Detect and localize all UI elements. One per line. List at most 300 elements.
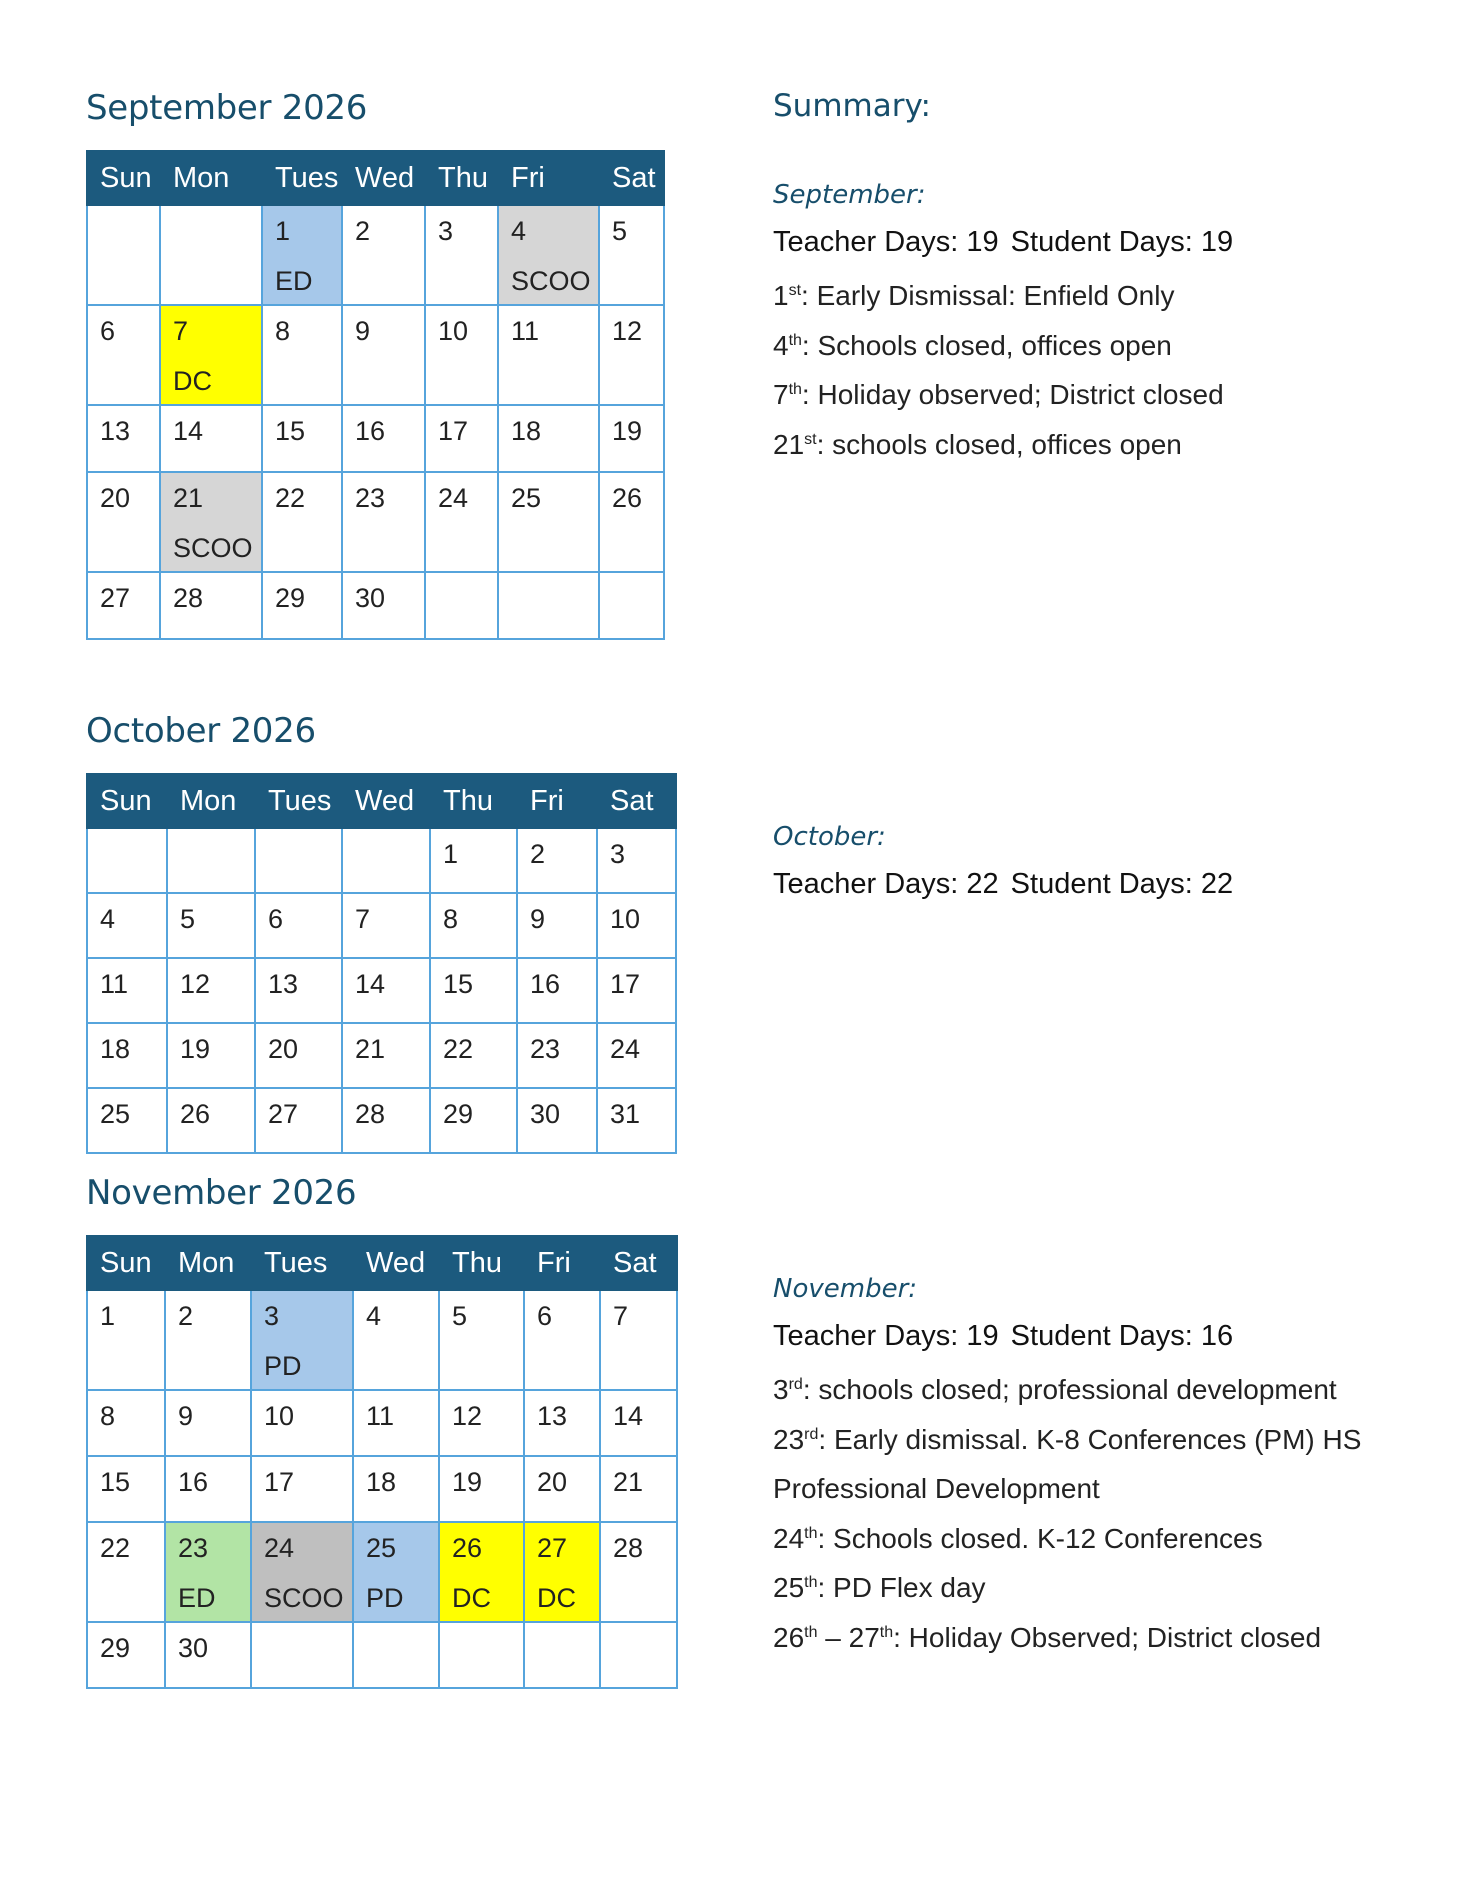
day-number: 20 [268, 1034, 299, 1064]
summary-note [773, 1563, 1453, 1613]
calendar-day-cell [262, 572, 342, 639]
day-number: 10 [610, 904, 641, 934]
teacher-days: Teacher Days: 19 [773, 226, 999, 258]
day-number: 4 [366, 1301, 382, 1331]
day-number: 23 [355, 483, 386, 513]
calendar-empty-cell [498, 572, 599, 639]
note-text: : Schools closed, offices open [801, 329, 1172, 361]
calendar-day-cell [262, 472, 342, 572]
note-date: 21 [773, 428, 805, 460]
weekday-header: Tues [251, 1236, 353, 1290]
summary-note [773, 420, 1453, 470]
calendar-november [86, 1235, 678, 1689]
calendar-day-cell [597, 893, 676, 958]
calendar-day-cell [599, 305, 664, 405]
note-text: : Schools closed. K-12 Conferences [817, 1522, 1263, 1554]
day-number: 10 [438, 316, 469, 346]
day-number: 27 [100, 583, 131, 613]
day-number: 6 [100, 316, 116, 346]
calendar-day-cell [439, 1522, 524, 1622]
day-number: 1 [443, 839, 459, 869]
calendar-day-cell [342, 472, 425, 572]
calendar-week-row [87, 1390, 677, 1456]
day-number: 18 [511, 416, 542, 446]
day-number: 8 [100, 1401, 116, 1431]
calendar-empty-cell [599, 572, 664, 639]
calendar-day-cell [87, 1456, 165, 1522]
day-number: 17 [438, 416, 469, 446]
summary-month-heading: October: [773, 822, 886, 852]
note-text: : Holiday Observed; District closed [893, 1621, 1322, 1653]
weekday-header: Tues [262, 151, 342, 205]
day-number: 8 [275, 316, 291, 346]
calendar-day-cell [255, 1088, 342, 1153]
month-title-september: September 2026 [86, 88, 368, 128]
weekday-header: Thu [439, 1236, 524, 1290]
calendar-day-cell [599, 472, 664, 572]
note-text: : schools closed; professional development [802, 1374, 1337, 1405]
day-number: 25 [366, 1533, 397, 1563]
day-code-label: PD [366, 1583, 404, 1613]
day-code-label: SCOO [511, 266, 591, 296]
weekday-header: Sun [87, 151, 160, 205]
calendar-day-cell [498, 472, 599, 572]
day-code-label: DC [452, 1583, 491, 1613]
summary-september [773, 180, 1453, 469]
calendar-day-cell [262, 305, 342, 405]
summary-note [773, 1464, 1453, 1514]
month-title-november: November 2026 [86, 1173, 357, 1213]
weekday-header: Wed [342, 774, 430, 828]
calendar-empty-cell [87, 205, 160, 305]
day-number: 16 [530, 969, 561, 999]
day-number: 16 [178, 1467, 209, 1497]
note-date-suffix: th [879, 1623, 894, 1641]
calendar-day-cell [597, 828, 676, 893]
calendar-day-cell [165, 1622, 251, 1688]
weekday-header: Thu [425, 151, 498, 205]
day-code-label: DC [173, 366, 212, 396]
weekday-header: Sat [599, 151, 664, 205]
day-number: 8 [443, 904, 459, 934]
day-number: 3 [264, 1301, 280, 1331]
note-date: 24 [773, 1522, 805, 1554]
note-text: – 27 [817, 1621, 880, 1653]
calendar-day-cell [87, 1088, 167, 1153]
calendar-empty-cell [251, 1622, 353, 1688]
calendar-empty-cell [600, 1622, 677, 1688]
summary-note [773, 1415, 1453, 1465]
calendar-day-cell [342, 405, 425, 472]
calendar-week-row [87, 893, 676, 958]
summary-note [773, 370, 1453, 420]
day-number: 5 [452, 1301, 468, 1331]
calendar-day-cell [342, 958, 430, 1023]
calendar-day-cell [342, 1023, 430, 1088]
day-number: 14 [613, 1401, 644, 1431]
calendar-day-cell [425, 305, 498, 405]
day-number: 17 [610, 969, 641, 999]
day-number: 12 [452, 1401, 483, 1431]
weekday-header: Sun [87, 1236, 165, 1290]
day-number: 13 [537, 1401, 568, 1431]
calendar-day-cell [342, 893, 430, 958]
calendar-empty-cell [342, 828, 430, 893]
weekday-header: Mon [167, 774, 255, 828]
calendar-day-cell [353, 1390, 439, 1456]
calendar-day-cell [599, 405, 664, 472]
calendar-day-cell [600, 1390, 677, 1456]
calendar-empty-cell [439, 1622, 524, 1688]
note-date: 23 [773, 1423, 805, 1455]
calendar-day-cell [425, 205, 498, 305]
day-number: 7 [613, 1301, 629, 1331]
calendar-day-cell [165, 1522, 251, 1622]
calendar-day-cell [87, 1023, 167, 1088]
calendar-day-cell [87, 472, 160, 572]
calendar-day-cell [342, 305, 425, 405]
day-number: 9 [178, 1401, 194, 1431]
weekday-header: Sat [600, 1236, 677, 1290]
day-number: 26 [452, 1533, 483, 1563]
calendar-day-cell [439, 1390, 524, 1456]
calendar-day-cell [600, 1522, 677, 1622]
day-code-label: ED [275, 266, 313, 296]
note-date-suffix: th [804, 1524, 818, 1542]
calendar-day-cell [165, 1456, 251, 1522]
calendar-empty-cell [425, 572, 498, 639]
calendar-day-cell [517, 828, 597, 893]
day-number: 2 [178, 1301, 194, 1331]
day-code-label: PD [264, 1351, 302, 1381]
calendar-day-cell [524, 1390, 600, 1456]
weekday-header: Sat [597, 774, 676, 828]
day-number: 19 [180, 1034, 211, 1064]
calendar-day-cell [87, 1522, 165, 1622]
note-text: : Early dismissal. K-8 Conferences (PM) HS [818, 1423, 1362, 1455]
day-number: 24 [438, 483, 469, 513]
calendar-day-cell [430, 1088, 517, 1153]
day-number: 27 [268, 1099, 299, 1129]
day-number: 16 [355, 416, 386, 446]
calendar-day-cell [597, 1088, 676, 1153]
note-date-suffix: st [788, 282, 802, 299]
calendar-september [86, 150, 665, 640]
calendar-day-cell [167, 1023, 255, 1088]
day-number: 11 [100, 969, 129, 999]
calendar-empty-cell [524, 1622, 600, 1688]
summary-note [773, 321, 1453, 371]
calendar-day-cell [600, 1456, 677, 1522]
day-code-label: DC [537, 1583, 576, 1613]
weekday-header: Wed [353, 1236, 439, 1290]
calendar-day-cell [160, 405, 262, 472]
calendar-day-cell [517, 958, 597, 1023]
day-number: 26 [612, 483, 643, 513]
note-text: : Early Dismissal: Enfield Only [801, 280, 1175, 311]
day-number: 5 [612, 216, 628, 246]
note-text: : Holiday observed; District closed [801, 379, 1224, 410]
day-number: 15 [100, 1467, 131, 1497]
weekday-header: Thu [430, 774, 517, 828]
calendar-week-row [87, 205, 664, 305]
calendar-day-cell [262, 205, 342, 305]
calendar-day-cell [342, 1088, 430, 1153]
calendar-day-cell [430, 1023, 517, 1088]
calendar-day-cell [524, 1522, 600, 1622]
calendar-day-cell [87, 1290, 165, 1390]
note-date: 7 [773, 379, 789, 410]
day-number: 2 [355, 216, 371, 246]
day-number: 6 [537, 1301, 553, 1331]
note-date: 1 [773, 280, 789, 311]
calendar-day-cell [160, 472, 262, 572]
day-number: 10 [264, 1401, 295, 1431]
day-number: 4 [100, 904, 116, 934]
weekday-header: Tues [255, 774, 342, 828]
summary-day-counts [773, 226, 1453, 259]
summary-note [773, 1365, 1453, 1415]
day-number: 29 [100, 1633, 131, 1663]
calendar-day-cell [517, 1088, 597, 1153]
calendar-week-row [87, 958, 676, 1023]
day-number: 9 [355, 316, 371, 346]
day-number: 15 [443, 969, 474, 999]
calendar-week-row [87, 828, 676, 893]
day-number: 14 [355, 969, 386, 999]
calendar-day-cell [599, 205, 664, 305]
day-number: 24 [610, 1034, 641, 1064]
calendar-day-cell [251, 1456, 353, 1522]
day-number: 21 [173, 483, 204, 513]
day-number: 28 [173, 583, 204, 613]
day-number: 28 [613, 1533, 644, 1563]
day-number: 17 [264, 1467, 295, 1497]
calendar-day-cell [342, 205, 425, 305]
student-days: Student Days: 19 [1010, 226, 1234, 258]
day-number: 18 [366, 1467, 397, 1497]
calendar-day-cell [87, 1622, 165, 1688]
summary-title: Summary: [773, 88, 931, 124]
summary-note [773, 271, 1453, 321]
calendar-week-row [87, 1622, 677, 1688]
day-number: 9 [530, 904, 546, 934]
calendar-day-cell [498, 405, 599, 472]
note-date-suffix: st [804, 430, 817, 448]
day-number: 26 [180, 1099, 211, 1129]
note-date: 4 [773, 329, 789, 361]
day-number: 20 [100, 483, 131, 513]
calendar-day-cell [600, 1290, 677, 1390]
day-number: 22 [443, 1034, 474, 1064]
day-number: 11 [511, 316, 540, 346]
calendar-day-cell [425, 472, 498, 572]
note-date-suffix: rd [788, 1376, 803, 1393]
day-number: 30 [355, 583, 386, 613]
calendar-week-row [87, 1456, 677, 1522]
summary-october [773, 822, 1453, 913]
day-number: 3 [610, 839, 626, 869]
weekday-header: Mon [165, 1236, 251, 1290]
calendar-week-row [87, 1088, 676, 1153]
day-number: 27 [537, 1533, 568, 1563]
day-code-label: SCOO [173, 533, 253, 563]
summary-november [773, 1274, 1453, 1662]
day-number: 18 [100, 1034, 131, 1064]
day-number: 4 [511, 216, 527, 246]
calendar-empty-cell [167, 828, 255, 893]
summary-day-counts [773, 1320, 1453, 1353]
day-number: 12 [180, 969, 211, 999]
calendar-day-cell [430, 958, 517, 1023]
calendar-day-cell [251, 1522, 353, 1622]
day-number: 30 [530, 1099, 561, 1129]
calendar-day-cell [353, 1290, 439, 1390]
weekday-header: Sun [87, 774, 167, 828]
student-days: Student Days: 16 [1010, 1320, 1234, 1352]
day-number: 3 [438, 216, 454, 246]
teacher-days: Teacher Days: 22 [773, 868, 999, 900]
note-date-suffix: th [804, 1574, 818, 1591]
calendar-day-cell [167, 893, 255, 958]
calendar-day-cell [167, 1088, 255, 1153]
weekday-header: Fri [517, 774, 597, 828]
calendar-day-cell [517, 893, 597, 958]
note-text: : schools closed, offices open [816, 428, 1182, 460]
day-number: 5 [180, 904, 196, 934]
day-number: 25 [100, 1099, 131, 1129]
summary-month-heading: November: [773, 1274, 918, 1304]
note-date-suffix: rd [804, 1425, 819, 1443]
day-number: 22 [275, 483, 306, 513]
calendar-day-cell [597, 1023, 676, 1088]
day-number: 19 [452, 1467, 483, 1497]
calendar-day-cell [255, 958, 342, 1023]
day-number: 24 [264, 1533, 295, 1563]
calendar-day-cell [251, 1390, 353, 1456]
calendar-day-cell [353, 1456, 439, 1522]
calendar-october [86, 773, 677, 1154]
calendar-empty-cell [160, 205, 262, 305]
day-number: 25 [511, 483, 542, 513]
day-number: 13 [100, 416, 131, 446]
note-date: 3 [773, 1374, 789, 1405]
day-number: 15 [275, 416, 306, 446]
calendar-day-cell [524, 1290, 600, 1390]
calendar-day-cell [165, 1290, 251, 1390]
calendar-day-cell [262, 405, 342, 472]
day-number: 2 [530, 839, 546, 869]
day-number: 20 [537, 1467, 568, 1497]
day-number: 31 [610, 1099, 641, 1129]
day-number: 22 [100, 1533, 131, 1563]
calendar-day-cell [439, 1290, 524, 1390]
calendar-day-cell [167, 958, 255, 1023]
note-date-suffix: th [788, 331, 802, 349]
calendar-day-cell [517, 1023, 597, 1088]
note-date: 26 [773, 1621, 805, 1653]
day-number: 29 [275, 583, 306, 613]
day-number: 1 [275, 216, 291, 246]
note-text: Professional Development [773, 1473, 1100, 1504]
note-date-suffix: th [788, 381, 802, 398]
calendar-week-row [87, 305, 664, 405]
calendar-day-cell [165, 1390, 251, 1456]
calendar-day-cell [87, 893, 167, 958]
teacher-days: Teacher Days: 19 [773, 1320, 999, 1352]
weekday-header: Wed [342, 151, 425, 205]
day-number: 23 [530, 1034, 561, 1064]
note-date-suffix: th [804, 1623, 818, 1641]
weekday-header: Fri [498, 151, 599, 205]
calendar-day-cell [524, 1456, 600, 1522]
day-number: 14 [173, 416, 204, 446]
day-number: 1 [100, 1301, 116, 1331]
calendar-week-row [87, 1023, 676, 1088]
calendar-day-cell [498, 305, 599, 405]
day-number: 21 [613, 1467, 644, 1497]
calendar-week-row [87, 405, 664, 472]
day-number: 13 [268, 969, 299, 999]
day-number: 7 [355, 904, 371, 934]
note-date: 25 [773, 1572, 805, 1603]
calendar-day-cell [160, 305, 262, 405]
calendar-day-cell [597, 958, 676, 1023]
student-days: Student Days: 22 [1010, 868, 1234, 900]
calendar-day-cell [425, 405, 498, 472]
day-number: 11 [366, 1401, 395, 1431]
calendar-day-cell [342, 572, 425, 639]
calendar-day-cell [430, 828, 517, 893]
day-number: 28 [355, 1099, 386, 1129]
day-number: 21 [355, 1034, 386, 1064]
calendar-day-cell [87, 958, 167, 1023]
calendar-day-cell [87, 305, 160, 405]
calendar-week-row [87, 572, 664, 639]
calendar-week-row [87, 1522, 677, 1622]
day-number: 6 [268, 904, 284, 934]
calendar-day-cell [353, 1522, 439, 1622]
summary-month-heading: September: [773, 180, 926, 210]
calendar-day-cell [251, 1290, 353, 1390]
day-code-label: ED [178, 1583, 216, 1613]
calendar-day-cell [255, 893, 342, 958]
day-number: 29 [443, 1099, 474, 1129]
day-number: 23 [178, 1533, 209, 1563]
calendar-empty-cell [255, 828, 342, 893]
calendar-empty-cell [87, 828, 167, 893]
calendar-day-cell [430, 893, 517, 958]
weekday-header: Fri [524, 1236, 600, 1290]
day-number: 30 [178, 1633, 209, 1663]
calendar-day-cell [498, 205, 599, 305]
calendar-empty-cell [353, 1622, 439, 1688]
calendar-day-cell [87, 405, 160, 472]
calendar-week-row [87, 472, 664, 572]
day-number: 12 [612, 316, 643, 346]
day-number: 19 [612, 416, 643, 446]
summary-day-counts [773, 868, 1453, 901]
calendar-day-cell [439, 1456, 524, 1522]
day-number: 7 [173, 316, 189, 346]
month-title-october: October 2026 [86, 711, 316, 751]
calendar-week-row [87, 1290, 677, 1390]
weekday-header: Mon [160, 151, 262, 205]
note-text: : PD Flex day [817, 1572, 986, 1603]
summary-note [773, 1514, 1453, 1564]
summary-note [773, 1613, 1453, 1663]
calendar-day-cell [160, 572, 262, 639]
